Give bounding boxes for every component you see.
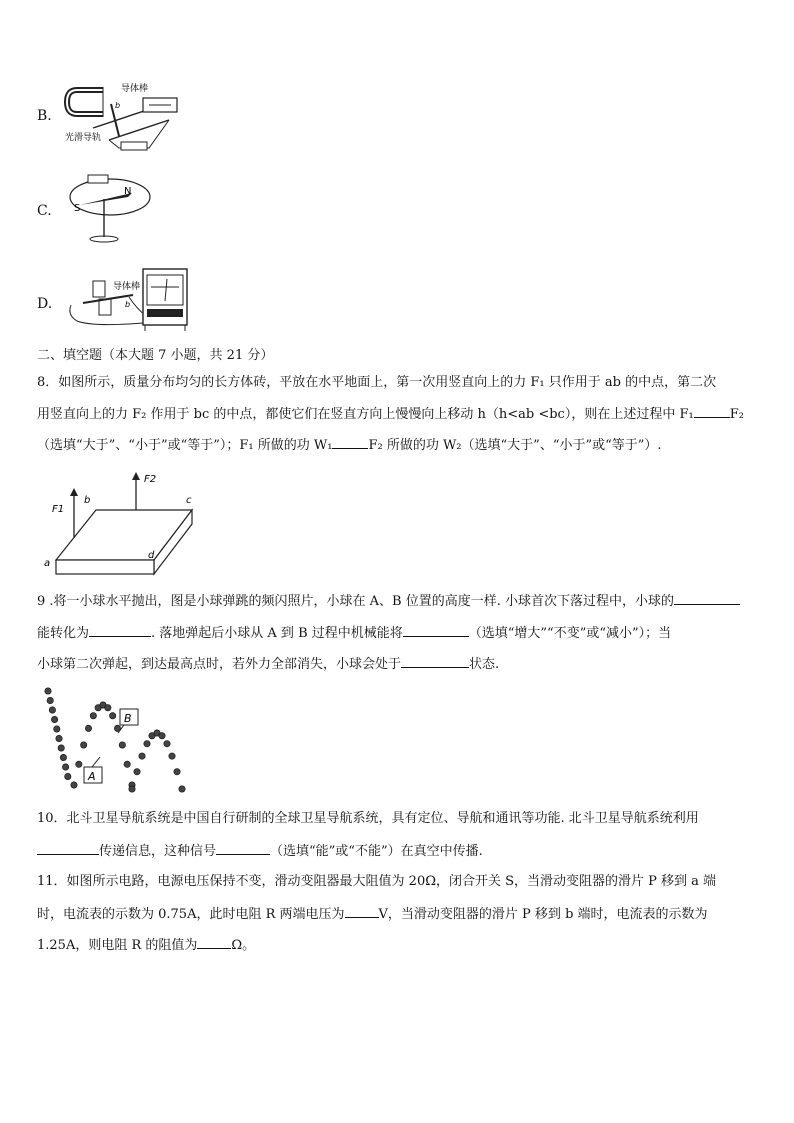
q9-fig-a-label: A xyxy=(88,770,96,783)
fig-c-n-label: N xyxy=(124,186,132,197)
ball-position xyxy=(144,740,150,746)
ball-position xyxy=(65,773,71,779)
ball-position xyxy=(51,716,57,722)
fig-b-point-label: b xyxy=(115,101,121,110)
q10-line2 xyxy=(37,842,483,861)
fig-c-s-label: S xyxy=(74,203,81,214)
q11-line3 xyxy=(37,936,255,955)
q8-line3 xyxy=(37,436,662,455)
q9-line2-c: （选填“增大”“不变”或“减小”）；当 xyxy=(468,626,672,641)
q11-line2-a: 时，电流表的示数为 0.75A，此时电阻 R 两端电压为 xyxy=(37,907,345,922)
q9-blank-4[interactable] xyxy=(401,655,469,668)
ball-position xyxy=(62,764,68,770)
ball-position xyxy=(109,713,115,719)
q8-fig-b-label: b xyxy=(84,495,91,506)
fig-d-conductor-label: 导体棒 xyxy=(113,282,141,292)
ball-position xyxy=(119,742,125,748)
q8-fig-a-label: a xyxy=(44,558,51,569)
q8-line2-end: F₂ xyxy=(729,407,744,422)
q8-figure xyxy=(40,468,200,580)
q10-blank-1[interactable] xyxy=(37,842,99,855)
q10-line2-b: （选填“能”或“不能”）在真空中传播. xyxy=(270,844,483,859)
q8-blank-2[interactable] xyxy=(332,436,368,449)
q8-line3-a: （选填“大于”、“小于”或“等于”）；F₁ 所做的功 W₁ xyxy=(37,438,333,453)
ball-position xyxy=(164,740,170,746)
section-title: 二、填空题（本大题 7 小题，共 21 分） xyxy=(37,348,274,363)
ball-position xyxy=(124,761,130,767)
ball-position xyxy=(159,733,165,739)
q10-line1: 10．北斗卫星导航系统是中国自行研制的全球卫星导航系统，具有定位、导航和通讯等功能. 北斗卫星导航系统利用 xyxy=(37,811,699,826)
ball-position xyxy=(49,707,55,713)
q9-line2-a: 能转化为 xyxy=(37,626,90,641)
option-d-label: D. xyxy=(37,296,53,312)
ball-position xyxy=(169,753,175,759)
q9-fig-b-label: B xyxy=(124,712,132,725)
q8-line2-text: 用竖直向上的力 F₂ 作用于 bc 的中点，都使它们在竖直方向上慢慢向上移动 h（h<ab <bc），则在上述过程中 F₁ xyxy=(37,407,694,422)
q9-blank-3[interactable] xyxy=(403,624,469,637)
q8-line1: 8．如图所示，质量分布均匀的长方体砖，平放在水平地面上，第一次用竖直向上的力 F₁ 只作用于 ab 的中点，第二次 xyxy=(37,375,717,390)
ball-position xyxy=(47,697,53,703)
q9-figure xyxy=(44,685,190,797)
q11-line3-b: Ω。 xyxy=(231,938,256,953)
q8-fig-c-label: c xyxy=(186,495,192,506)
ball-position xyxy=(85,725,91,731)
option-c-figure xyxy=(66,165,156,250)
ball-position xyxy=(60,754,66,760)
ball-position xyxy=(139,753,145,759)
q11-line1: 11．如图所示电路，电源电压保持不变，滑动变阻器最大阻值为 20Ω，闭合开关 S，当滑动变阻器的滑片 P 移到 a 端 xyxy=(37,874,717,889)
fig-d-point-label: b xyxy=(125,300,131,309)
q9-blank-1[interactable] xyxy=(674,592,740,605)
q11-blank-1[interactable] xyxy=(345,905,379,918)
q9-line3 xyxy=(37,655,499,674)
ball-position xyxy=(76,761,82,767)
q9-line2 xyxy=(37,624,671,643)
q8-fig-f1-label: F1 xyxy=(52,504,65,515)
q10-line2-a: 传递信息，这种信号 xyxy=(99,844,217,859)
q8-line3-b: F₂ 所做的功 W₂（选填“大于”、“小于”或“等于”）. xyxy=(368,438,662,453)
q9-line2-b: . 落地弹起后小球从 A 到 B 过程中机械能将 xyxy=(151,626,403,641)
option-d-figure xyxy=(63,265,193,340)
ball-position xyxy=(54,726,60,732)
q8-fig-d-label: d xyxy=(148,550,155,561)
ball-position xyxy=(71,782,77,788)
q8-line2 xyxy=(37,405,744,424)
ball-position xyxy=(179,786,185,792)
q10-blank-2[interactable] xyxy=(216,842,270,855)
ball-position xyxy=(58,745,64,751)
ball-position xyxy=(105,705,111,711)
q11-line3-a: 1.25A，则电阻 R 的阻值为 xyxy=(37,938,198,953)
q9-blank-2[interactable] xyxy=(89,624,151,637)
q11-line2-b: V，当滑动变阻器的滑片 P 移到 b 端时，电流表的示数为 xyxy=(378,907,708,922)
fig-b-rail-label: 光滑导轨 xyxy=(65,133,102,143)
q9-line1-text: 9 .将一小球水平抛出，图是小球弹跳的频闪照片，小球在 A、B 位置的高度一样. 小球首次下落过程中，小球的 xyxy=(37,594,675,609)
q11-blank-2[interactable] xyxy=(197,936,231,949)
option-c-label: C. xyxy=(37,203,52,219)
q9-line3-a: 小球第二次弹起，到达最高点时，若外力全部消失，小球会处于 xyxy=(37,657,402,672)
ball-position xyxy=(174,768,180,774)
q11-line2 xyxy=(37,905,708,924)
option-b-figure xyxy=(63,78,193,158)
ball-position xyxy=(56,735,62,741)
q8-fig-f2-label: F2 xyxy=(144,474,157,485)
fig-b-conductor-label: 导体棒 xyxy=(121,84,149,94)
ball-position xyxy=(129,786,135,792)
ball-position xyxy=(90,713,96,719)
q9-line1 xyxy=(37,592,740,611)
ball-position xyxy=(134,768,140,774)
ball-position xyxy=(45,688,51,694)
q8-blank-1[interactable] xyxy=(694,405,730,418)
ball-position xyxy=(80,742,86,748)
q9-line3-b: 状态. xyxy=(469,657,500,672)
option-b-label: B. xyxy=(37,108,52,124)
